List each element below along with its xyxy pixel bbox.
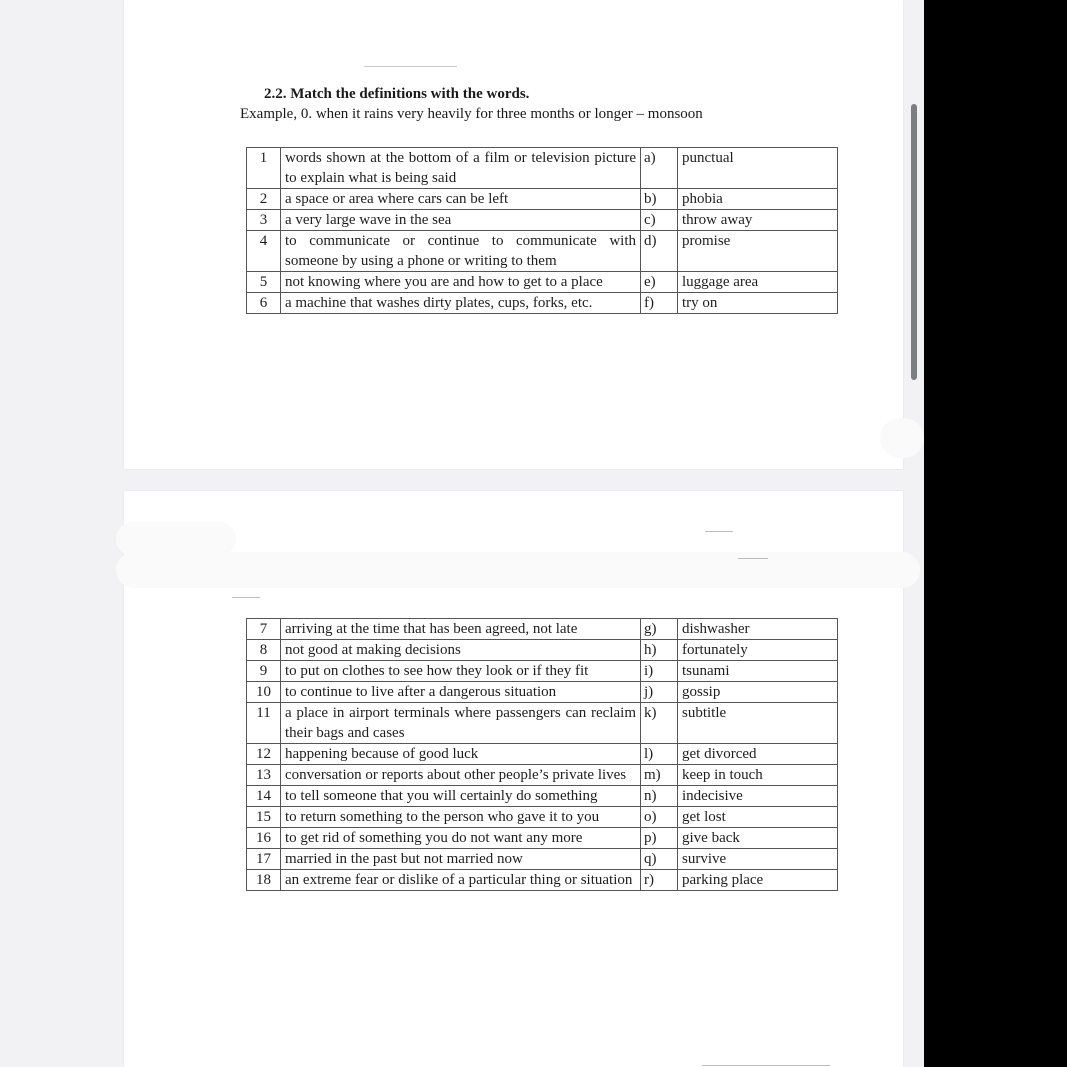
definition-number: 1	[247, 148, 281, 189]
definition-number: 14	[247, 786, 281, 807]
definition-number: 10	[247, 682, 281, 703]
word-text: punctual	[678, 148, 838, 189]
redaction-blob	[116, 522, 236, 556]
definition-number: 7	[247, 619, 281, 640]
word-letter: d)	[641, 231, 678, 272]
definition-number: 5	[247, 272, 281, 293]
word-text: parking place	[678, 870, 838, 891]
faint-mark	[738, 558, 768, 559]
definition-text: not good at making decisions	[281, 640, 641, 661]
word-letter: h)	[641, 640, 678, 661]
word-letter: b)	[641, 189, 678, 210]
definition-text: to return something to the person who gave it to you	[281, 807, 641, 828]
scrollbar-thumb[interactable]	[911, 104, 917, 380]
table-row	[247, 828, 838, 849]
table-row	[247, 744, 838, 765]
word-letter: n)	[641, 786, 678, 807]
definition-text: married in the past but not married now	[281, 849, 641, 870]
definition-number: 13	[247, 765, 281, 786]
word-text: give back	[678, 828, 838, 849]
table-row	[247, 210, 838, 231]
word-letter: i)	[641, 661, 678, 682]
redaction-blob	[880, 552, 920, 588]
word-text: keep in touch	[678, 765, 838, 786]
exercise-heading: 2.2. Match the definitions with the words.	[264, 86, 530, 102]
definition-text: to get rid of something you do not want any more	[281, 828, 641, 849]
word-letter: a)	[641, 148, 678, 189]
faint-mark	[232, 597, 260, 598]
word-text: get lost	[678, 807, 838, 828]
word-letter: f)	[641, 293, 678, 314]
table-row	[247, 293, 838, 314]
definition-number: 12	[247, 744, 281, 765]
word-text: throw away	[678, 210, 838, 231]
definition-number: 9	[247, 661, 281, 682]
word-letter: e)	[641, 272, 678, 293]
definition-text: words shown at the bottom of a film or television picture to explain what is being said	[281, 148, 641, 189]
definition-number: 4	[247, 231, 281, 272]
exercise-example: Example, 0. when it rains very heavily for three months or longer – monsoon	[240, 106, 703, 122]
word-text: indecisive	[678, 786, 838, 807]
definition-text: arriving at the time that has been agreed, not late	[281, 619, 641, 640]
definition-text: an extreme fear or dislike of a particular thing or situation	[281, 870, 641, 891]
word-letter: p)	[641, 828, 678, 849]
definition-text: a space or area where cars can be left	[281, 189, 641, 210]
table-row	[247, 849, 838, 870]
word-letter: j)	[641, 682, 678, 703]
definition-number: 3	[247, 210, 281, 231]
definition-number: 17	[247, 849, 281, 870]
redaction-blob	[116, 552, 920, 588]
word-text: fortunately	[678, 640, 838, 661]
definition-number: 2	[247, 189, 281, 210]
word-letter: l)	[641, 744, 678, 765]
table-row	[247, 765, 838, 786]
definition-text: to communicate or continue to communicate with someone by using a phone or writing to them	[281, 231, 641, 272]
faint-mark	[705, 531, 733, 532]
word-letter: q)	[641, 849, 678, 870]
definition-text: to continue to live after a dangerous situation	[281, 682, 641, 703]
word-text: phobia	[678, 189, 838, 210]
table-row	[247, 189, 838, 210]
faint-mark	[702, 1065, 830, 1066]
definition-text: a machine that washes dirty plates, cups, forks, etc.	[281, 293, 641, 314]
word-letter: o)	[641, 807, 678, 828]
word-text: try on	[678, 293, 838, 314]
word-text: gossip	[678, 682, 838, 703]
word-text: luggage area	[678, 272, 838, 293]
table-row	[247, 703, 838, 744]
definition-number: 8	[247, 640, 281, 661]
definition-text: not knowing where you are and how to get to a place	[281, 272, 641, 293]
definition-text: to put on clothes to see how they look or if they fit	[281, 661, 641, 682]
match-table-2	[246, 618, 838, 891]
word-letter: m)	[641, 765, 678, 786]
definition-number: 15	[247, 807, 281, 828]
screen-border	[924, 0, 1067, 1067]
table-row	[247, 870, 838, 891]
table-row	[247, 231, 838, 272]
definition-text: conversation or reports about other people’s private lives	[281, 765, 641, 786]
redaction-blob	[880, 418, 924, 458]
table-row	[247, 619, 838, 640]
definition-text: a place in airport terminals where passengers can reclaim their bags and cases	[281, 703, 641, 744]
word-letter: k)	[641, 703, 678, 744]
word-text: get divorced	[678, 744, 838, 765]
word-text: dishwasher	[678, 619, 838, 640]
definition-text: happening because of good luck	[281, 744, 641, 765]
word-letter: r)	[641, 870, 678, 891]
definition-text: a very large wave in the sea	[281, 210, 641, 231]
match-table-1	[246, 147, 838, 314]
definition-number: 11	[247, 703, 281, 744]
table-row	[247, 148, 838, 189]
table-row	[247, 786, 838, 807]
definition-number: 16	[247, 828, 281, 849]
word-text: survive	[678, 849, 838, 870]
table-row	[247, 661, 838, 682]
table-row	[247, 682, 838, 703]
definition-number: 18	[247, 870, 281, 891]
definition-number: 6	[247, 293, 281, 314]
table-row	[247, 640, 838, 661]
table-row	[247, 272, 838, 293]
word-text: tsunami	[678, 661, 838, 682]
word-letter: g)	[641, 619, 678, 640]
definition-text: to tell someone that you will certainly do something	[281, 786, 641, 807]
table-row	[247, 807, 838, 828]
word-letter: c)	[641, 210, 678, 231]
faint-rule	[364, 66, 457, 67]
word-text: subtitle	[678, 703, 838, 744]
word-text: promise	[678, 231, 838, 272]
